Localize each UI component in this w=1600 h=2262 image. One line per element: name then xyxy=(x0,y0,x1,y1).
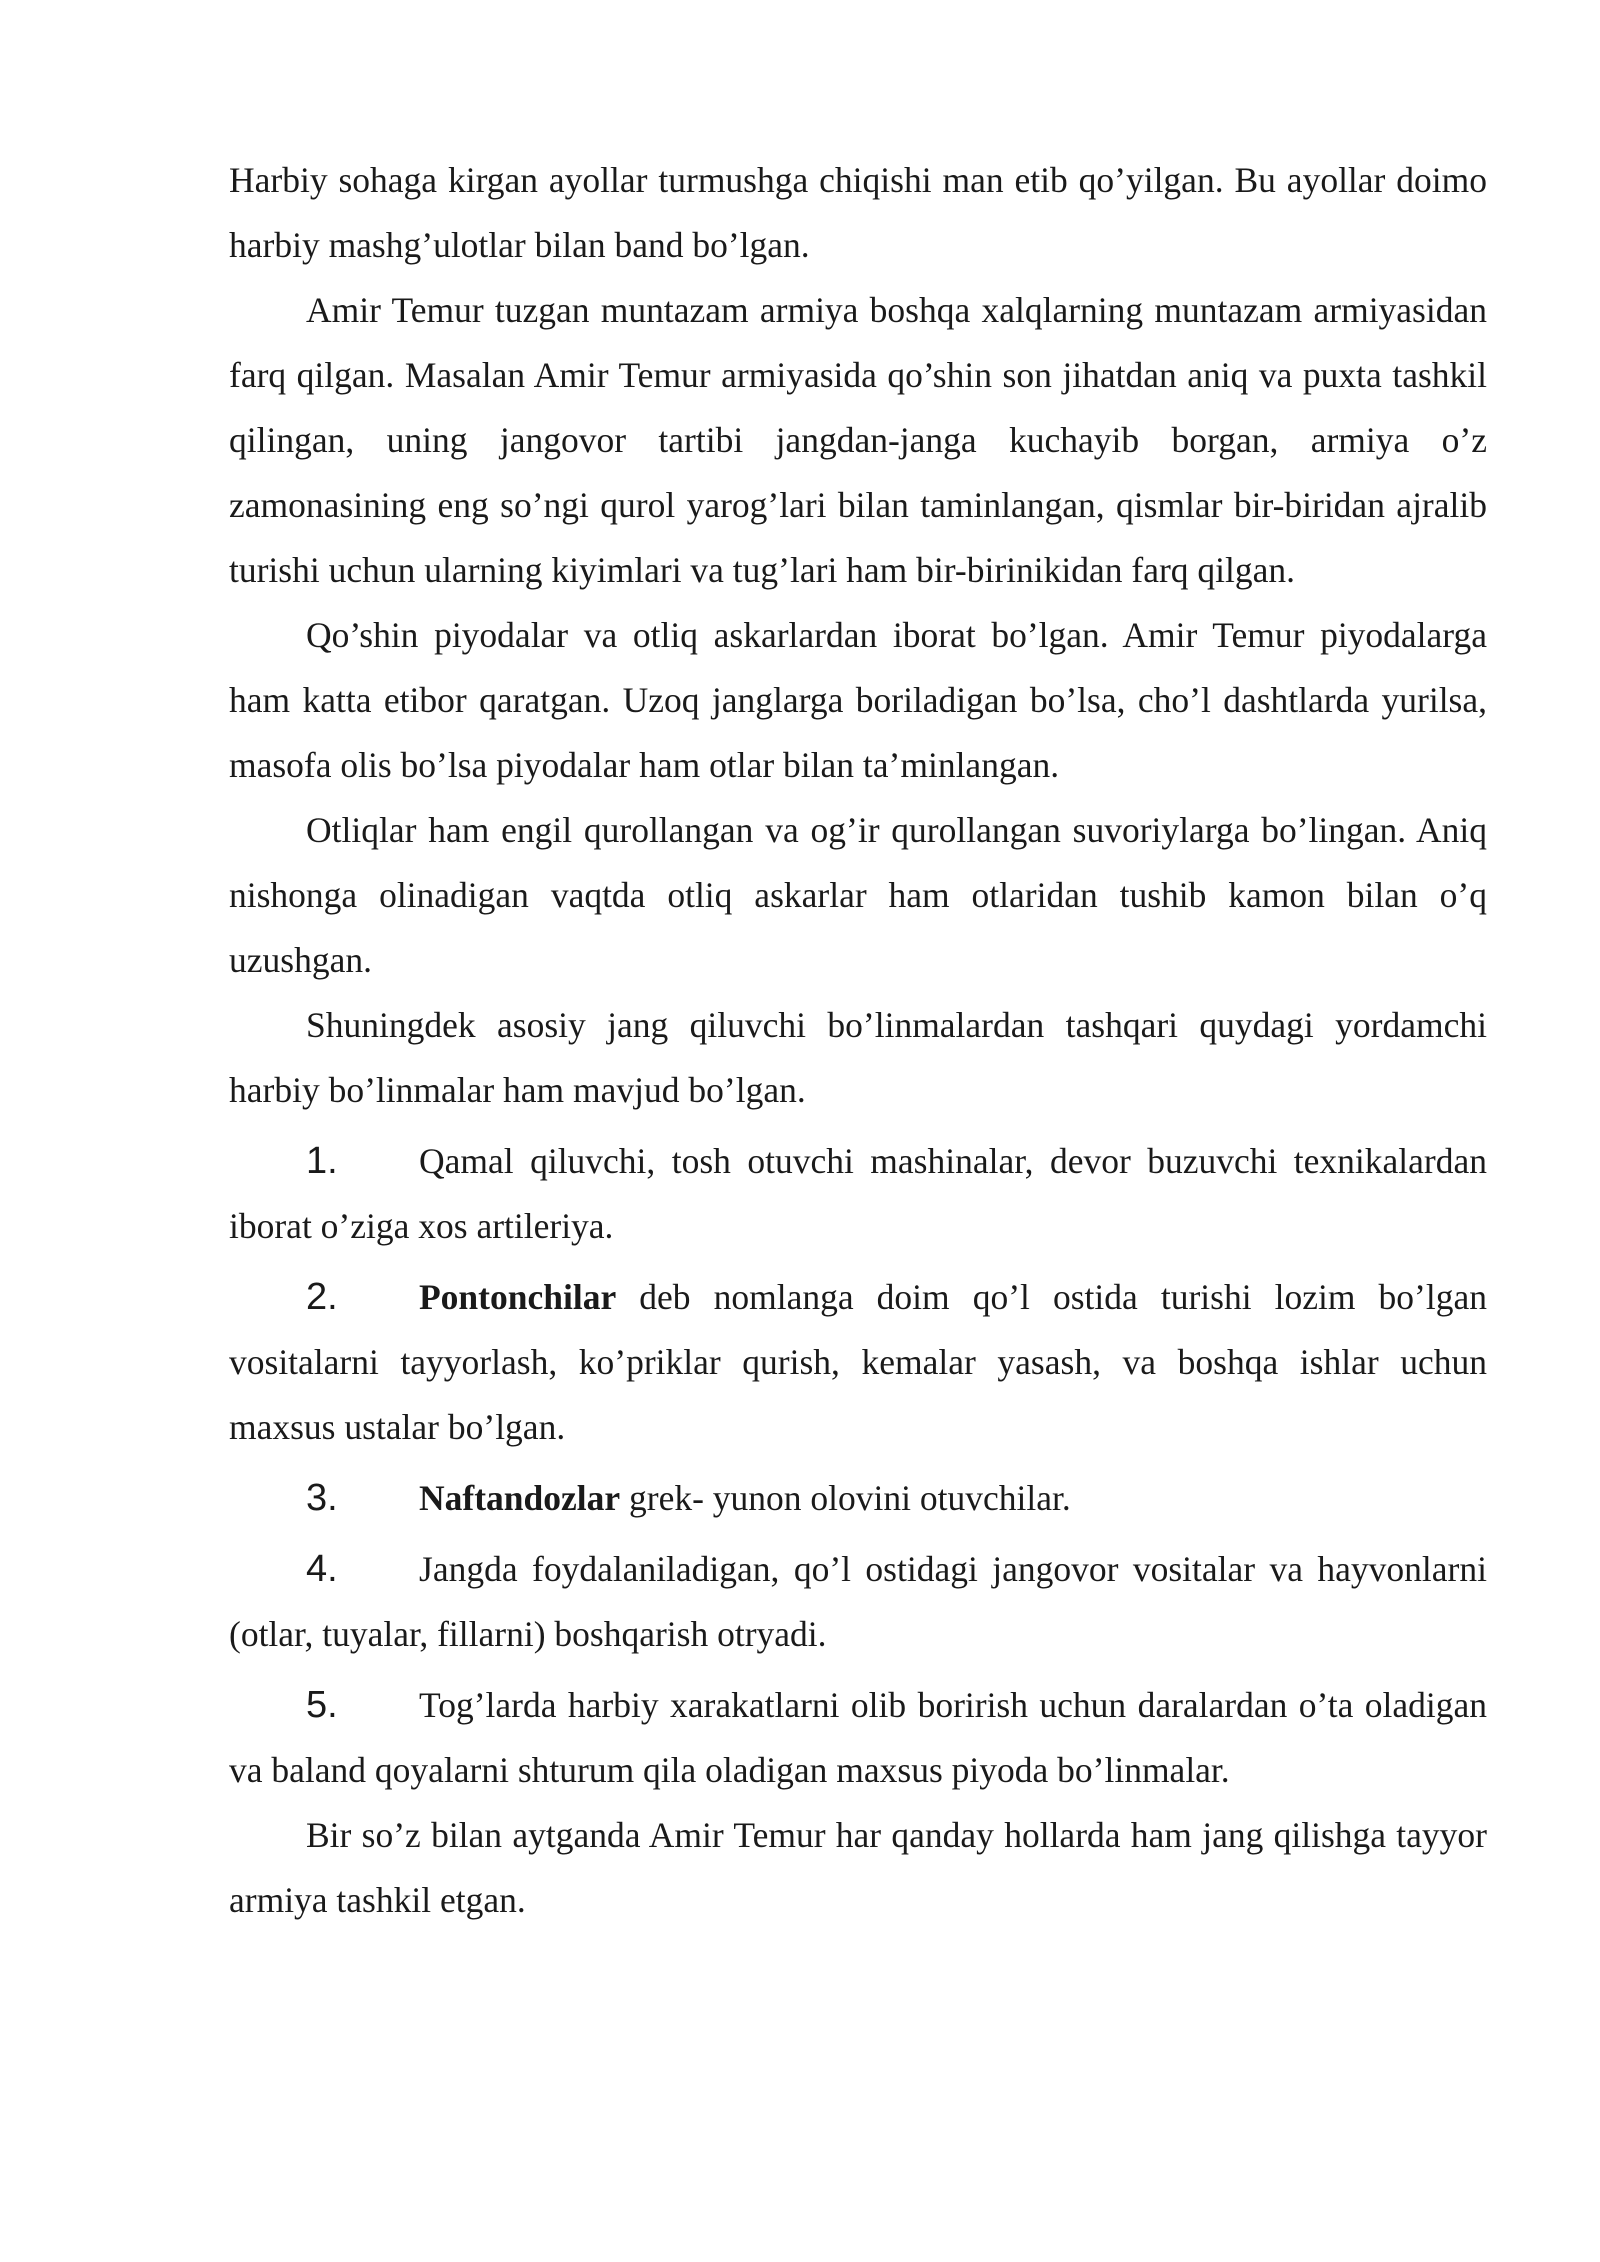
list-item-term: Pontonchilar xyxy=(419,1277,617,1317)
list-item-animal-detachment xyxy=(229,1531,1487,1667)
paragraph-infantry-cavalry: Qo’shin piyodalar va otliq askarlardan iborat bo’lgan. Amir Temur piyodalarga ham katta etibor qaratgan. Uzoq janglarga boriladigan bo’lsa, cho’l dashtlarda yurilsa, masofa olis bo’lsa piyodalar ham otlar bilan ta’minlangan. xyxy=(229,615,1487,785)
list-item-text: deb nomlanga doim qo’l ostida turishi lozim bo’lgan vositalarni tayyorlash, ko’priklar qurish, kemalar yasash, va boshqa ishlar uchun maxsus ustalar bo’lgan. xyxy=(229,1277,1487,1447)
list-item-text: grek- yunon olovini otuvchilar. xyxy=(620,1478,1071,1518)
paragraph-conclusion: Bir so’z bilan aytganda Amir Temur har qanday hollarda ham jang qilishga tayyor armiya tashkil etgan. xyxy=(229,1815,1487,1920)
list-item-text: Tog’larda harbiy xarakatlarni olib borirish uchun daralardan o’ta oladigan va baland qoyalarni shturum qila oladigan maxsus piyoda bo’linmalar. xyxy=(229,1685,1487,1790)
paragraph-light-heavy-cavalry: Otliqlar ham engil qurollangan va og’ir qurollangan suvoriylarga bo’lingan. Aniq nishonga olinadigan vaqtda otliq askarlar ham otlaridan tushib kamon bilan o’q uzushgan. xyxy=(229,810,1487,980)
list-number: 1. xyxy=(306,1140,338,1182)
list-number: 2. xyxy=(306,1276,338,1318)
list-item-term: Naftandozlar xyxy=(419,1478,621,1518)
list-number: 5. xyxy=(306,1684,338,1726)
list-number: 3. xyxy=(306,1477,338,1519)
list-item-text: Qamal qiluvchi, tosh otuvchi mashinalar, devor buzuvchi texnikalardan iborat o’ziga xos artileriya. xyxy=(229,1141,1487,1246)
list-item-naphtha-throwers xyxy=(229,1460,1487,1531)
list-item-pontoon-builders xyxy=(229,1259,1487,1460)
paragraph-women-soldiers: Harbiy sohaga kirgan ayollar turmushga chiqishi man etib qo’yilgan. Bu ayollar doimo harbiy mashg’ulotlar bilan band bo’lgan. xyxy=(229,160,1487,265)
list-number: 4. xyxy=(306,1548,338,1590)
document-page xyxy=(229,148,1487,1933)
list-item-artillery xyxy=(229,1123,1487,1259)
list-item-mountain-infantry xyxy=(229,1667,1487,1803)
paragraph-auxiliary-units: Shuningdek asosiy jang qiluvchi bo’linmalardan tashqari quydagi yordamchi harbiy bo’linmalar ham mavjud bo’lgan. xyxy=(229,1005,1487,1110)
list-item-text: Jangda foydalaniladigan, qo’l ostidagi jangovor vositalar va hayvonlarni (otlar, tuyalar, fillarni) boshqarish otryadi. xyxy=(229,1549,1487,1654)
paragraph-regular-army: Amir Temur tuzgan muntazam armiya boshqa xalqlarning muntazam armiyasidan farq qilgan. Masalan Amir Temur armiyasida qo’shin son jihatdan aniq va puxta tashkil qilingan, uning jangovor tartibi jangdan-janga kuchayib borgan, armiya o’z zamonasining eng so’ngi qurol yarog’lari bilan taminlangan, qismlar bir-biridan ajralib turishi uchun ularning kiyimlari va tug’lari ham bir-birinikidan farq qilgan. xyxy=(229,290,1487,590)
